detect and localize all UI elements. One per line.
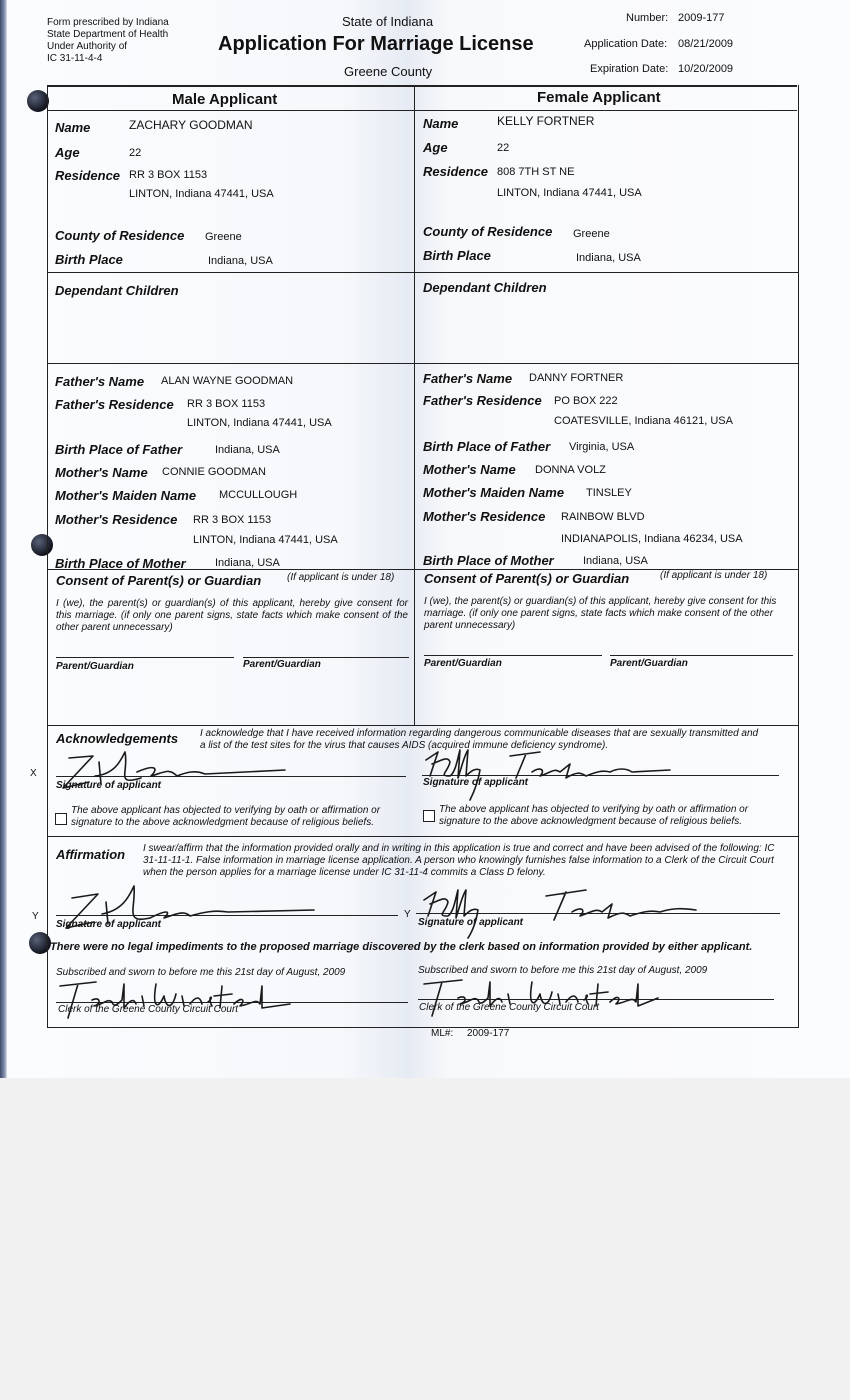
female-sig-applicant-label: Signature of applicant	[423, 777, 529, 788]
rule	[47, 725, 798, 726]
male-objected-checkbox[interactable]	[55, 813, 67, 825]
prescribed-line: Form prescribed by Indiana	[47, 17, 169, 28]
female-birth-father-label: Birth Place of Father	[423, 439, 551, 454]
affirmation-text: I swear/affirm that the information provided orally and in writing in this application is true and correct and have been advised of the following: IC 31-11-11-1. False information in marriage license application. A person who knowingly furnishes false information to a Clerk of the Circuit Court when the person applies for a marriage license under IC 31-11-4 commits a Class D felony.	[143, 843, 775, 878]
male-clerk-label: Clerk of the Greene County Circuit Court	[58, 1004, 239, 1015]
male-county-label: County of Residence	[55, 228, 185, 243]
male-birth-place: Indiana, USA	[208, 255, 273, 267]
male-sig-applicant-label: Signature of applicant	[56, 780, 162, 791]
female-age-label: Age	[423, 140, 448, 155]
female-birth-place-label: Birth Place	[423, 248, 491, 263]
female-birth-father: Virginia, USA	[569, 441, 635, 453]
prescribed-line: IC 31-11-4-4	[47, 53, 103, 64]
acknowledgements-text: I acknowledge that I have received information regarding dangerous communicable diseases that are sexually transmitted and a list of the test sites for the virus that causes AIDS (acquired immune deficiency syndrome).	[200, 728, 759, 751]
male-consent-note: (If applicant is under 18)	[287, 572, 395, 583]
female-signature-affirm	[416, 880, 706, 940]
female-father-name-label: Father's Name	[423, 371, 513, 386]
state-title: State of Indiana	[342, 14, 434, 29]
column-divider	[414, 85, 415, 725]
clerk-signature-right	[418, 972, 668, 1024]
male-father-name: ALAN WAYNE GOODMAN	[161, 375, 294, 387]
y-mark: Y	[32, 911, 39, 922]
female-age: 22	[497, 142, 510, 154]
rule	[47, 272, 798, 273]
parent-guardian-label: Parent/Guardian	[56, 661, 134, 672]
prescribed-block	[47, 17, 169, 65]
female-birth-place: Indiana, USA	[576, 252, 641, 264]
female-clerk-label: Clerk of the Greene County Circuit Court	[419, 1002, 600, 1013]
number-value: 2009-177	[678, 12, 725, 24]
app-date-label: Application Date:	[584, 38, 668, 50]
female-mother-res-line2: INDIANAPOLIS, Indiana 46234, USA	[561, 533, 743, 545]
male-father-name-label: Father's Name	[55, 374, 145, 389]
male-age-label: Age	[55, 145, 80, 160]
male-name: ZACHARY GOODMAN	[129, 118, 253, 132]
female-subscribed: Subscribed and sworn to before me this 21st day of August, 2009	[418, 965, 708, 976]
female-father-res-line2: COATESVILLE, Indiana 46121, USA	[554, 415, 733, 427]
male-mother-name: CONNIE GOODMAN	[162, 466, 266, 478]
male-consent-title: Consent of Parent(s) or Guardian	[56, 573, 262, 588]
male-residence-line2: LINTON, Indiana 47441, USA	[129, 188, 274, 200]
exp-date-value: 10/20/2009	[678, 63, 734, 75]
male-county: Greene	[205, 231, 242, 243]
female-name: KELLY FORTNER	[497, 114, 595, 128]
female-mother-res-label: Mother's Residence	[423, 509, 546, 524]
female-objected-checkbox[interactable]	[423, 810, 435, 822]
female-objected-text: The above applicant has objected to verifying by oath or affirmation or signature to the above acknowledgment because of religious beliefs.	[439, 804, 749, 827]
number-label: Number:	[626, 12, 669, 24]
y-mark: Y	[404, 909, 411, 920]
male-signature-affirm	[58, 880, 318, 940]
rule	[47, 363, 798, 364]
female-residence-line1: 808 7TH ST NE	[497, 166, 575, 178]
form-border	[47, 1027, 799, 1028]
male-affirm-sig-label: Signature of applicant	[56, 919, 162, 930]
male-age: 22	[129, 147, 142, 159]
parent-guardian-label: Parent/Guardian	[243, 659, 321, 670]
male-father-res-line2: LINTON, Indiana 47441, USA	[187, 417, 332, 429]
female-mother-name-label: Mother's Name	[423, 462, 516, 477]
ml-number: 2009-177	[467, 1028, 510, 1039]
male-mother-res-line1: RR 3 BOX 1153	[193, 514, 272, 526]
rule	[47, 110, 797, 111]
male-birth-place-label: Birth Place	[55, 252, 123, 267]
prescribed-line: Under Authority of	[47, 41, 128, 52]
male-name-label: Name	[55, 120, 91, 135]
male-birth-father-label: Birth Place of Father	[55, 442, 183, 457]
male-mother-maiden-label: Mother's Maiden Name	[55, 488, 197, 503]
ml-label: ML#:	[431, 1028, 454, 1039]
male-mother-res-label: Mother's Residence	[55, 512, 178, 527]
male-father-res-line1: RR 3 BOX 1153	[187, 398, 266, 410]
form-border	[47, 85, 48, 1028]
female-mother-res-line1: RAINBOW BLVD	[561, 511, 645, 523]
prescribed-line: State Department of Health	[47, 29, 169, 40]
acknowledgements-title: Acknowledgements	[56, 731, 179, 746]
x-mark: X	[30, 768, 37, 779]
female-mother-maiden-label: Mother's Maiden Name	[423, 485, 565, 500]
exp-date-label: Expiration Date:	[590, 63, 669, 75]
male-mother-maiden: MCCULLOUGH	[219, 489, 298, 501]
female-mother-name: DONNA VOLZ	[535, 464, 606, 476]
female-county: Greene	[573, 228, 610, 240]
signature-line	[424, 655, 602, 656]
female-affirm-sig-label: Signature of applicant	[418, 917, 524, 928]
female-name-label: Name	[423, 116, 459, 131]
male-dependant-label: Dependant Children	[55, 283, 179, 298]
female-birth-mother: Indiana, USA	[583, 555, 648, 567]
male-objected-text: The above applicant has objected to verifying by oath or affirmation or signature to the above acknowledgment because of religious beliefs.	[71, 805, 381, 828]
parent-guardian-label: Parent/Guardian	[610, 658, 688, 669]
punch-hole	[27, 90, 49, 112]
page-edge	[0, 0, 7, 1078]
female-consent-title: Consent of Parent(s) or Guardian	[424, 571, 630, 586]
parent-guardian-label: Parent/Guardian	[424, 658, 502, 669]
female-residence-label: Residence	[423, 164, 489, 179]
form-border	[47, 85, 797, 87]
male-header: Male Applicant	[172, 91, 278, 108]
female-father-res-line1: PO BOX 222	[554, 395, 618, 407]
female-birth-mother-label: Birth Place of Mother	[423, 553, 554, 568]
app-date-value: 08/21/2009	[678, 38, 734, 50]
male-residence-label: Residence	[55, 168, 121, 183]
female-father-name: DANNY FORTNER	[529, 372, 624, 384]
county-title: Greene County	[344, 64, 433, 79]
female-father-res-label: Father's Residence	[423, 393, 542, 408]
male-mother-name-label: Mother's Name	[55, 465, 148, 480]
female-header: Female Applicant	[537, 89, 661, 106]
female-consent-note: (If applicant is under 18)	[660, 570, 768, 581]
male-birth-mother-label: Birth Place of Mother	[55, 556, 186, 571]
rule	[47, 836, 798, 837]
punch-hole	[31, 534, 53, 556]
affirmation-title: Affirmation	[56, 847, 126, 862]
signature-line	[243, 657, 409, 658]
male-birth-mother: Indiana, USA	[215, 557, 280, 569]
male-subscribed: Subscribed and sworn to before me this 21st day of August, 2009	[56, 967, 346, 978]
male-residence-line1: RR 3 BOX 1153	[129, 169, 208, 181]
male-mother-res-line2: LINTON, Indiana 47441, USA	[193, 534, 338, 546]
female-mother-maiden: TINSLEY	[586, 487, 632, 499]
impediments-statement: There were no legal impediments to the proposed marriage discovered by the clerk based on information provided by either applicant.	[50, 941, 753, 953]
male-signature-ack	[55, 742, 295, 802]
clerk-signature-left	[56, 974, 296, 1026]
signature-line	[610, 655, 793, 656]
female-residence-line2: LINTON, Indiana 47441, USA	[497, 187, 642, 199]
female-signature-ack	[420, 742, 680, 802]
form-border	[798, 85, 799, 1028]
female-consent-text: I (we), the parent(s) or guardian(s) of this applicant, hereby give consent for this marriage. (if only one parent signs, state facts which make consent of the other parent unnecessary)	[424, 596, 777, 631]
signature-line	[56, 657, 234, 658]
page-title: Application For Marriage License	[218, 33, 534, 55]
male-birth-father: Indiana, USA	[215, 444, 280, 456]
male-father-res-label: Father's Residence	[55, 397, 174, 412]
male-consent-text: I (we), the parent(s) or guardian(s) of this applicant, hereby give consent for this marriage. (if only one parent signs, state facts which make consent of the other parent unnecessary)	[56, 598, 408, 633]
female-county-label: County of Residence	[423, 224, 553, 239]
female-dependant-label: Dependant Children	[423, 280, 547, 295]
